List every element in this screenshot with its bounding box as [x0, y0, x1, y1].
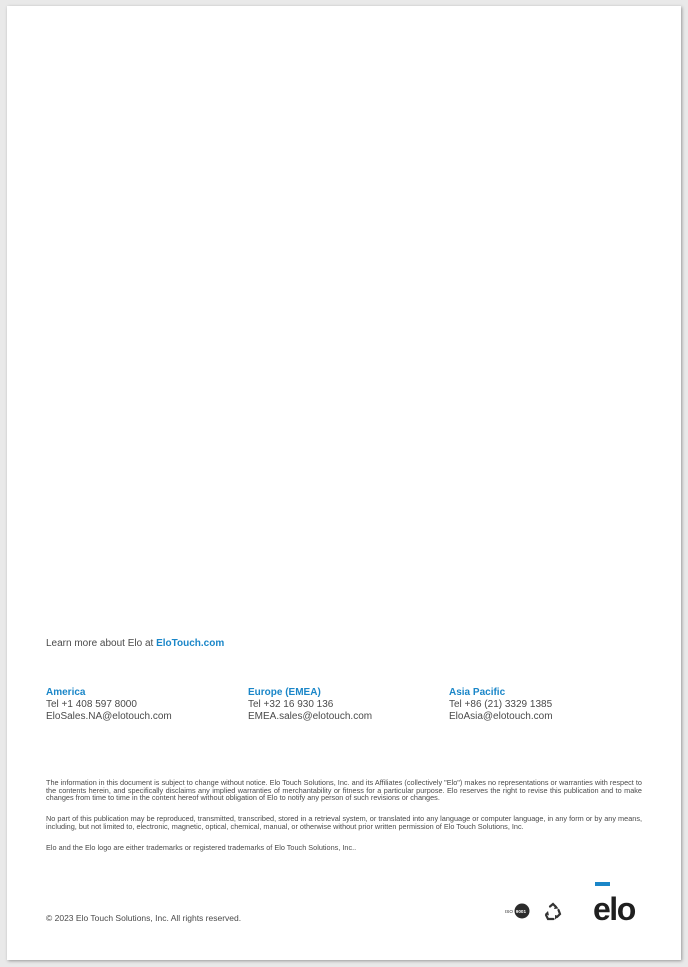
elotouch-link[interactable]: EloTouch.com — [156, 638, 225, 649]
learn-more-line — [46, 638, 224, 649]
copyright-notice: © 2023 Elo Touch Solutions, Inc. All rights reserved. — [46, 913, 242, 923]
region-europe — [248, 687, 438, 723]
region-name: Asia Pacific — [449, 687, 506, 698]
region-email: EloAsia@elotouch.com — [449, 711, 553, 722]
elo-logo — [593, 882, 643, 922]
iso-9001-icon — [504, 903, 532, 919]
legal-copying-notice: No part of this publication may be reproduced, transmitted, transcribed, stored in a retrieval system, or translated into any language or computer language, in any form or by any means, including, but not limited to, electronic, magnetic, optical, chemical, manual, or otherwise without prior written permission of Elo Touch Solutions, Inc. — [46, 814, 642, 831]
region-america — [46, 687, 236, 723]
region-phone: Tel +86 (21) 3329 1385 — [449, 699, 553, 710]
iso-prefix: ISO — [505, 909, 513, 914]
region-name: America — [46, 687, 86, 698]
region-phone: Tel +1 408 597 8000 — [46, 699, 137, 710]
region-email: EMEA.sales@elotouch.com — [248, 711, 373, 722]
learn-more-prefix: Learn more about Elo at — [46, 638, 157, 649]
trademark-notice: Elo and the Elo logo are either trademarks or registered trademarks of Elo Touch Solutions, Inc.. — [46, 843, 357, 852]
back-cover-page — [7, 6, 681, 960]
elo-logo-text: elo — [593, 891, 635, 922]
iso-number: 9001 — [515, 908, 527, 914]
legal-disclaimer: The information in this document is subject to change without notice. Elo Touch Solutions, Inc. and its Affiliates (collectively "Elo") makes no representations or warranties with respect to the contents herein, and specifically disclaims any implied warranties of merchantability or fitness for a particular purpose. Elo reserves the right to revise this publication and to make changes from time to time in the content hereof without obligation of Elo to notify any person of such revisions or changes. — [46, 778, 642, 803]
region-name: Europe (EMEA) — [248, 687, 321, 698]
recycle-icon — [543, 902, 563, 922]
region-email: EloSales.NA@elotouch.com — [46, 711, 172, 722]
region-asia-pacific — [449, 687, 639, 723]
region-phone: Tel +32 16 930 136 — [248, 699, 334, 710]
